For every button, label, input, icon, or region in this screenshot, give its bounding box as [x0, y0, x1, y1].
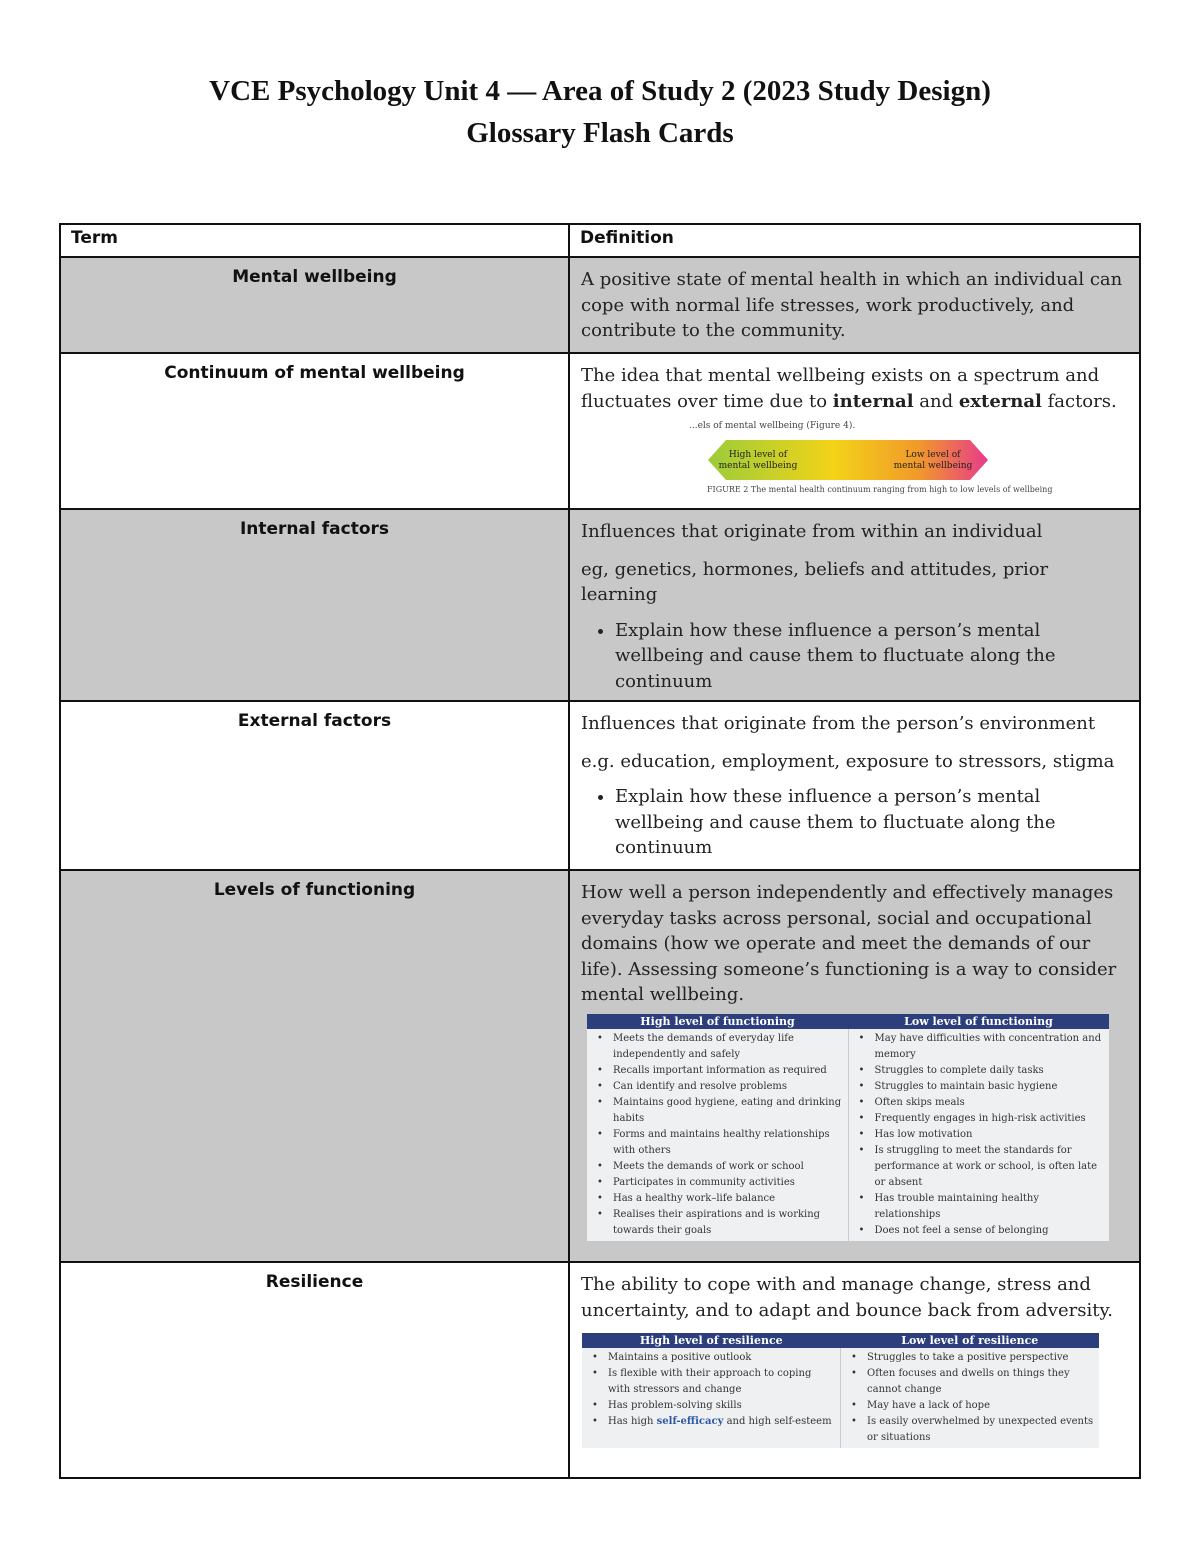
- definition-cell: [569, 870, 1140, 1262]
- list-item: • Can identify and resolve problems: [613, 1079, 844, 1095]
- title-line-1: VCE Psychology Unit 4 — Area of Study 2 (2023 Study Design): [209, 75, 991, 107]
- list-item: • Recalls important information as required: [613, 1063, 844, 1079]
- high-functioning-header: High level of functioning: [587, 1014, 848, 1029]
- right-label-2: mental wellbeing: [893, 461, 973, 471]
- figure-caption: ...els of mental wellbeing (Figure 4).: [689, 421, 856, 431]
- list-item: • May have difficulties with concentration and memory: [875, 1031, 1106, 1063]
- definition-bold-external: external: [958, 390, 1042, 412]
- resilience-figure: [582, 1333, 1099, 1448]
- definition-text: Influences that originate from the person’s environment: [581, 713, 1096, 734]
- definition-cell: [569, 509, 1140, 701]
- list-item: • Struggles to maintain basic hygiene: [875, 1079, 1106, 1095]
- list-item: • Explain how these influence a person’s mental wellbeing and cause them to fluctuate along the continuum: [615, 784, 1127, 861]
- definition-cell: [569, 257, 1140, 353]
- table-header-row: [60, 224, 1140, 257]
- table-row: [60, 1262, 1140, 1478]
- list-item: • Is easily overwhelmed by unexpected events or situations: [867, 1414, 1095, 1446]
- table-row: [60, 509, 1140, 701]
- definition-pre: The idea that mental wellbeing exists on a spectrum and fluctuates over time due to: [581, 365, 1100, 412]
- table-row: [60, 353, 1140, 509]
- list-item: [608, 1414, 836, 1430]
- low-functioning-cell: [848, 1029, 1109, 1241]
- list-item: • Struggles to take a positive perspective: [867, 1350, 1095, 1366]
- list-item: • Often skips meals: [875, 1095, 1106, 1111]
- list-item: • Meets the demands of everyday life independently and safely: [613, 1031, 844, 1063]
- functioning-table: [587, 1014, 1109, 1241]
- list-item: • Is struggling to meet the standards for performance at work or school, is often late or absent: [875, 1143, 1106, 1191]
- definition-post: factors.: [1041, 390, 1117, 412]
- definition-text: The ability to cope with and manage change, stress and uncertainty, and to adapt and bounce back from adversity.: [581, 1274, 1113, 1321]
- left-label-1: High level of: [728, 450, 788, 460]
- definition-bold-internal: internal: [832, 390, 914, 412]
- term-cell: Resilience: [60, 1262, 569, 1478]
- title-line-2: Glossary Flash Cards: [466, 117, 734, 149]
- resilience-table: [582, 1333, 1099, 1448]
- high-functioning-cell: [587, 1029, 848, 1241]
- term-cell: Levels of functioning: [60, 870, 569, 1262]
- item-post: and high self-esteem: [723, 1416, 832, 1427]
- high-resilience-cell: [582, 1348, 841, 1448]
- term-cell: Internal factors: [60, 509, 569, 701]
- list-item: • Has low motivation: [875, 1127, 1106, 1143]
- bullet-list: [581, 618, 1127, 695]
- list-item: • Does not feel a sense of belonging: [875, 1223, 1106, 1239]
- item-pre: Has high: [608, 1416, 657, 1427]
- list-item: • Often focuses and dwells on things they cannot change: [867, 1366, 1095, 1398]
- functioning-figure: [587, 1014, 1109, 1241]
- self-efficacy-link[interactable]: self-efficacy: [656, 1416, 724, 1427]
- list-item: • Explain how these influence a person’s mental wellbeing and cause them to fluctuate along the continuum: [615, 618, 1127, 695]
- low-functioning-header: Low level of functioning: [848, 1014, 1109, 1029]
- table-row: [60, 870, 1140, 1262]
- continuum-figure: [581, 418, 1127, 498]
- figure-footnote: FIGURE 2 The mental health continuum ranging from high to low levels of wellbeing: [707, 485, 1053, 494]
- list-item: • Forms and maintains healthy relationships with others: [613, 1127, 844, 1159]
- list-item: • Has trouble maintaining healthy relationships: [875, 1191, 1106, 1223]
- header-definition: Definition: [569, 224, 1140, 257]
- page-title: [0, 70, 1200, 154]
- high-resilience-header: High level of resilience: [582, 1333, 841, 1348]
- bullet-list: [581, 784, 1127, 861]
- list-item: • Realises their aspirations and is working towards their goals: [613, 1207, 844, 1239]
- list-item: • Meets the demands of work or school: [613, 1159, 844, 1175]
- right-label-1: Low level of: [905, 450, 961, 460]
- term-cell: Continuum of mental wellbeing: [60, 353, 569, 509]
- list-item: • Has problem-solving skills: [608, 1398, 836, 1414]
- term-cell: Mental wellbeing: [60, 257, 569, 353]
- definition-text: Influences that originate from within an individual: [581, 521, 1043, 542]
- example-text: eg, genetics, hormones, beliefs and attitudes, prior learning: [581, 558, 1049, 605]
- definition-cell: [569, 1262, 1140, 1478]
- example-text: e.g. education, employment, exposure to stressors, stigma: [581, 750, 1115, 772]
- list-item: • Has a healthy work–life balance: [613, 1191, 844, 1207]
- definition-text: How well a person independently and effectively manages everyday tasks across personal, social and occupational domains (how we operate and meet the demands of our life). Assessing someone’s functioning is a way to consider mental wellbeing.: [581, 882, 1117, 1005]
- list-item: • Is flexible with their approach to coping with stressors and change: [608, 1366, 836, 1398]
- low-resilience-header: Low level of resilience: [841, 1333, 1100, 1348]
- list-item: • Frequently engages in high-risk activities: [875, 1111, 1106, 1127]
- list-item: • Struggles to complete daily tasks: [875, 1063, 1106, 1079]
- table-row: [60, 701, 1140, 870]
- header-term: Term: [60, 224, 569, 257]
- definition-mid: and: [913, 390, 959, 412]
- definition-cell: [569, 353, 1140, 509]
- left-label-2: mental wellbeing: [718, 461, 798, 471]
- definition-text: [581, 363, 1127, 414]
- definition-cell: [569, 701, 1140, 870]
- table-row: [60, 257, 1140, 353]
- low-resilience-cell: [841, 1348, 1100, 1448]
- list-item: • May have a lack of hope: [867, 1398, 1095, 1414]
- term-cell: External factors: [60, 701, 569, 870]
- list-item: • Maintains a positive outlook: [608, 1350, 836, 1366]
- glossary-table: [59, 223, 1141, 1479]
- list-item: • Participates in community activities: [613, 1175, 844, 1191]
- list-item: • Maintains good hygiene, eating and drinking habits: [613, 1095, 844, 1127]
- continuum-arrow-graphic: [708, 440, 988, 480]
- definition-text: A positive state of mental health in which an individual can cope with normal life stresses, work productively, and contribute to the community.: [581, 269, 1123, 341]
